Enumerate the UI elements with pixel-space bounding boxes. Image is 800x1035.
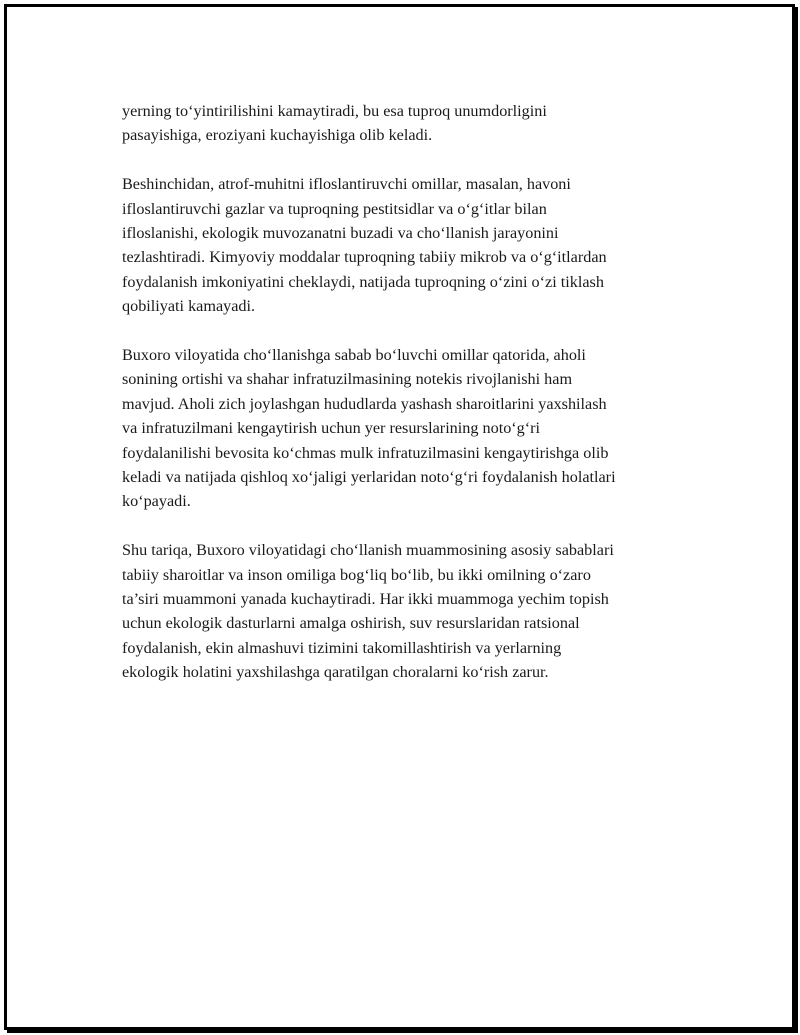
text-line: foydalanish imkoniyatini cheklaydi, natijada tuproqning o‘zini o‘zi tiklash [122, 272, 604, 291]
text-line: foydalanilishi bevosita ko‘chmas mulk infratuzilmasini kengaytirishga olib [122, 443, 609, 462]
text-line: uchun ekologik dasturlarni amalga oshirish, suv resurslaridan ratsional [122, 614, 580, 633]
text-line: sonining ortishi va shahar infratuzilmasining notekis rivojlanishi ham [122, 370, 573, 389]
text-line: keladi va natijada qishloq xo‘jaligi yerlaridan noto‘g‘ri foydalanish holatlari [122, 468, 616, 487]
text-line: tabiiy sharoitlar va inson omiliga bog‘liq bo‘lib, bu ikki omilning o‘zaro [122, 565, 591, 584]
text-line: va infratuzilmani kengaytirish uchun yer resurslarining noto‘g‘ri [122, 419, 541, 438]
text-line: ta’siri muammoni yanada kuchaytiradi. Har ikki muammoga yechim topish [122, 590, 609, 609]
text-line: ifloslantiruvchi gazlar va tuproqning pestitsidlar va o‘g‘itlar bilan [122, 199, 547, 218]
text-line: tezlashtiradi. Kimyoviy moddalar tuproqning tabiiy mikrob va o‘g‘itlardan [122, 248, 607, 267]
paragraph-1 [122, 99, 702, 148]
text-line: qobiliyati kamayadi. [122, 297, 256, 316]
text-line: foydalanish, ekin almashuvi tizimini takomillashtirish va yerlarning [122, 638, 562, 657]
text-line: mavjud. Aholi zich joylashgan hududlarda yashash sharoitlarini yaxshilash [122, 394, 607, 413]
paragraph-4 [122, 538, 702, 684]
page-frame [4, 4, 795, 1030]
document-body [122, 99, 702, 709]
text-line: pasayishiga, eroziyani kuchayishiga olib keladi. [122, 126, 433, 145]
paragraph-2 [122, 172, 702, 318]
text-line: Buxoro viloyatida cho‘llanishga sabab bo‘luvchi omillar qatorida, aholi [122, 346, 586, 365]
text-line: Beshinchidan, atrof-muhitni ifloslantiruvchi omillar, masalan, havoni [122, 175, 571, 194]
text-line: yerning to‘yintirilishini kamaytiradi, bu esa tuproq unumdorligini [122, 102, 547, 120]
text-line: Shu tariqa, Buxoro viloyatidagi cho‘llanish muammosining asosiy sabablari [122, 541, 614, 560]
paragraph-3 [122, 343, 702, 514]
text-line: ko‘payadi. [122, 492, 191, 511]
text-line: ekologik holatini yaxshilashga qaratilgan choralarni ko‘rish zarur. [122, 663, 549, 682]
text-line: ifloslanishi, ekologik muvozanatni buzadi va cho‘llanish jarayonini [122, 224, 559, 243]
